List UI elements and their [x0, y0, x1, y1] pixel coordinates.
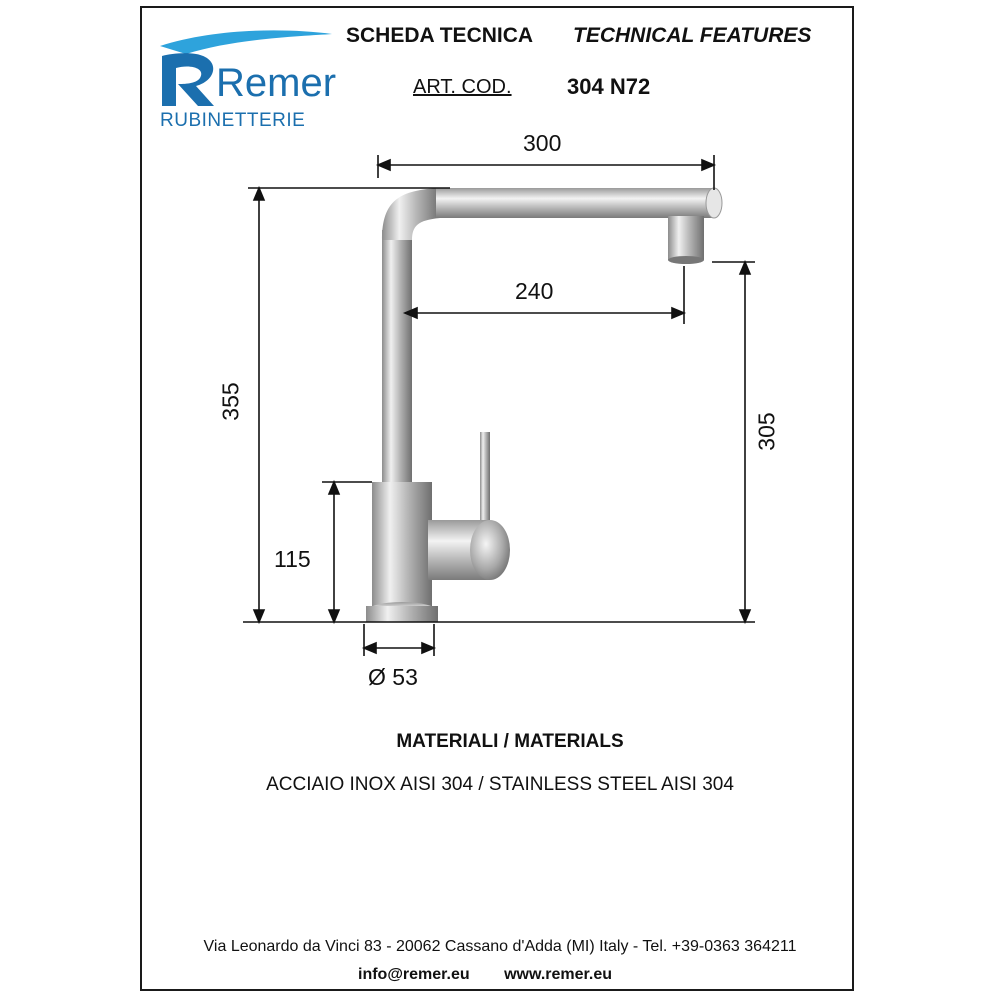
dim-height-305: 305 — [753, 412, 780, 451]
materials-title: MATERIALI / MATERIALS — [396, 731, 624, 752]
dim-reach-300: 300 — [523, 130, 562, 156]
footer-contacts — [358, 966, 642, 984]
materials-value: ACCIAIO INOX AISI 304 / STAINLESS STEEL AISI 304 — [266, 774, 734, 795]
header-title-it: SCHEDA TECNICA — [346, 24, 534, 47]
dim-reach-240: 240 — [515, 278, 554, 304]
dim-height-355: 355 — [217, 382, 244, 421]
art-code-label: ART. COD. — [413, 76, 512, 98]
footer-address: Via Leonardo da Vinci 83 - 20062 Cassano d'Adda (MI) Italy - Tel. +39-0363 364211 — [203, 938, 797, 955]
header-title-en: TECHNICAL FEATURES — [573, 24, 812, 47]
dim-height-115: 115 — [274, 546, 311, 572]
footer-email[interactable]: info@remer.eu — [358, 966, 470, 983]
logo-subtitle: RUBINETTERIE — [160, 110, 306, 131]
footer-website[interactable]: www.remer.eu — [504, 966, 612, 983]
dim-diameter-53: Ø 53 — [368, 664, 418, 690]
logo-wordmark: Remer — [216, 61, 336, 105]
faucet-image — [366, 188, 722, 622]
art-code-value: 304 N72 — [567, 74, 651, 99]
